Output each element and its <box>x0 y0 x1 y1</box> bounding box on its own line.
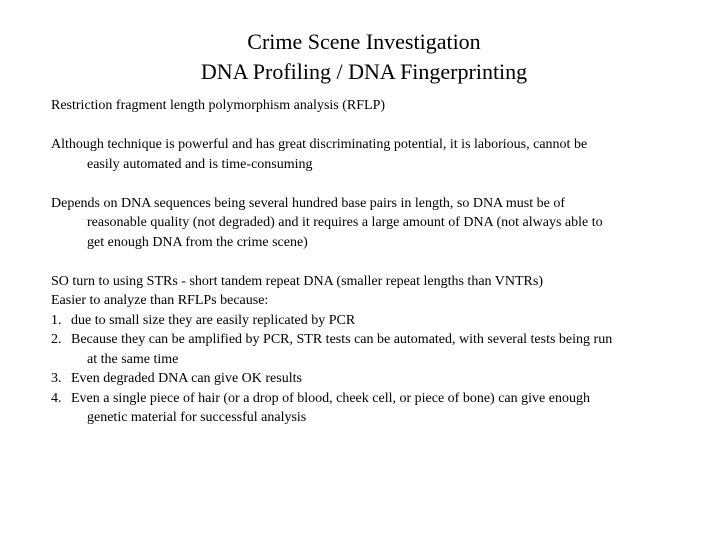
slide-body <box>51 96 701 428</box>
paragraph-dna-requirements <box>51 194 701 253</box>
list-item-text: Even degraded DNA can give OK results <box>71 371 302 386</box>
list-item-number: 4. <box>51 390 62 406</box>
paragraph-rflp-drawbacks-line-1: Although technique is powerful and has great discriminating potential, it is laborious, cannot be <box>51 137 588 152</box>
paragraph-str-intro <box>51 272 701 292</box>
list-item-number: 3. <box>51 371 62 386</box>
paragraph-str-intro-text: SO turn to using STRs - short tandem repeat DNA (smaller repeat lengths than VNTRs) <box>51 273 543 289</box>
list-item-text-continued: at the same time <box>87 351 179 367</box>
list-item-number: 1. <box>51 312 62 328</box>
list-item <box>51 389 701 428</box>
list-item-text-continued: genetic material for successful analysis <box>87 410 307 425</box>
paragraph-dna-requirements-line-1: Depends on DNA sequences being several hundred base pairs in length, so DNA must be of <box>51 195 566 211</box>
paragraph-rflp-drawbacks <box>51 135 701 174</box>
paragraph-easier <box>51 291 701 311</box>
slide-title <box>0 27 720 87</box>
list-item-number: 2. <box>51 332 62 347</box>
reasons-list <box>51 311 701 428</box>
paragraph-easier-text: Easier to analyze than RFLPs because: <box>51 293 269 308</box>
list-item <box>51 330 701 369</box>
paragraph-dna-requirements-line-2: reasonable quality (not degraded) and it requires a large amount of DNA (not always able to <box>87 215 603 230</box>
list-item <box>51 369 701 389</box>
list-item-text: Because they can be amplified by PCR, STR tests can be automated, with several tests being run <box>71 332 613 347</box>
list-item-text: due to small size they are easily replicated by PCR <box>71 312 356 328</box>
paragraph-rflp-text: Restriction fragment length polymorphism analysis (RFLP) <box>51 98 386 113</box>
paragraph-rflp <box>51 96 701 116</box>
list-item <box>51 311 701 331</box>
paragraph-dna-requirements-line-3: get enough DNA from the crime scene) <box>87 234 308 250</box>
title-line-2: DNA Profiling / DNA Fingerprinting <box>200 59 528 84</box>
title-line-1: Crime Scene Investigation <box>247 29 481 54</box>
paragraph-rflp-drawbacks-line-2: easily automated and is time-consuming <box>87 156 313 172</box>
list-item-text: Even a single piece of hair (or a drop of blood, cheek cell, or piece of bone) can give enough <box>71 390 590 406</box>
